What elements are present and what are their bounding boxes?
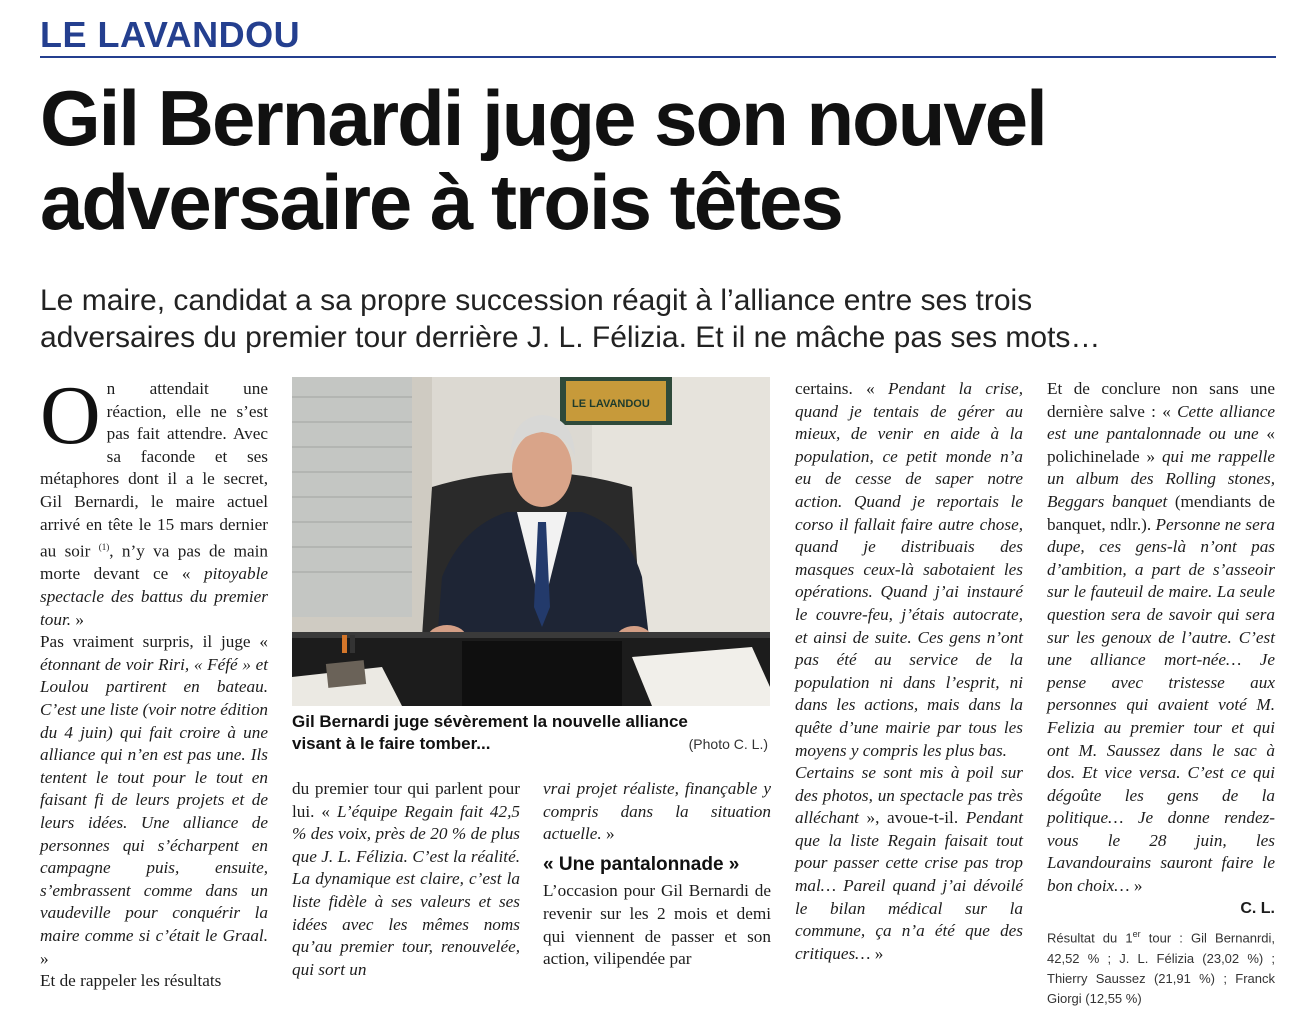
text: tour : Gil Bernanrdi, 42,52 % ; J. L. Félizia (23,02 %) ; Thierry Saussez (21,91 %) ; Franck Giorgi (12,55 %)	[1047, 930, 1275, 1006]
caption-line-1: Gil Bernardi juge sévèrement la nouvelle alliance	[292, 712, 688, 731]
text: n attendait une réaction, elle ne s’est pas fait attendre. Avec sa faconde et ses métaphores dont il a le secret, Gil Bernardi, le maire actuel arrivé en tête le 15 mars dernier au soir	[40, 379, 268, 561]
headline	[40, 76, 1290, 244]
caption-line-2: visant à le faire tomber...	[292, 734, 491, 753]
section-rubric: LE LAVANDOU	[40, 14, 301, 55]
article-column-2	[292, 778, 520, 981]
standfirst-line-1: Le maire, candidat a sa propre succession réagit à l’alliance entre ses trois	[40, 284, 1033, 317]
text: « polichinelade »	[1047, 424, 1276, 466]
standfirst	[40, 282, 1290, 356]
paragraph: L’occasion pour Gil Bernardi de revenir sur les 2 mois et demi qui viennent de passer et son action, vilipendée par	[543, 881, 771, 969]
results-footnote	[1047, 924, 1275, 1008]
text: »	[601, 824, 615, 844]
paragraph	[795, 762, 1023, 965]
text: », avoue-t-il.	[858, 808, 966, 828]
standfirst-line-2: adversaires du premier tour derrière J. L. Félizia. Et il ne mâche pas ses mots…	[40, 321, 1101, 354]
headline-line-1: Gil Bernardi juge son nouvel	[40, 74, 1046, 162]
text: du premier tour qui parlent pour lui. «	[292, 779, 520, 821]
quote: qui me rappelle un album des Rolling stones, Beggars banquet	[1047, 446, 1275, 511]
quote: vrai projet réaliste, finançable y compris dans la situation actuelle.	[543, 779, 771, 844]
paragraph	[543, 778, 771, 846]
paragraph	[292, 778, 520, 981]
text: Et de conclure non sans une dernière salve : «	[1047, 379, 1275, 421]
text: (mendiants de banquet, ndlr.).	[1047, 491, 1275, 534]
text: Résultat du 1	[1047, 930, 1133, 946]
quote: Cette alliance est une pantalonnade ou une	[1047, 401, 1276, 444]
photo-caption	[292, 711, 770, 755]
superscript: er	[1132, 929, 1141, 940]
footnote-marker: (1)	[98, 542, 110, 553]
article-photo	[292, 377, 770, 706]
article-column-4	[795, 378, 1023, 965]
quote: pitoyable spectacle des battus du premier tour.	[40, 564, 268, 629]
quote: Personne ne sera dupe, ces gens-là n’ont pas d’ambition, a part de s’asseoir sur le fauteuil de maire. La seule question sera de savoir qui sera sur les genoux de l’autre. C’est une alliance mort-née… Je pense avec tristesse aux personnes qui avaient voté M. Felizia au premier tour et qui ont M. Saussez dans le sac à dos. Et vice versa. C’est ce qui dégoûte les gens de la politique… Je donne rendez-vous le 28 juin, les Lavandourains sauront faire le bon choix…	[1047, 514, 1275, 896]
quote: Pendant que la liste Regain faisait tout pour passer cette crise pas trop mal… Pareil quand j’ai dévoilé le bilan médical sur la commune, ça n’a été que des critiques…	[795, 808, 1023, 963]
paragraph	[795, 378, 1023, 762]
photo-gil-bernardi	[292, 377, 770, 706]
quote: L’équipe Regain fait 42,5 % des voix, près de 20 % de plus que J. L. Félizia. C’est la réalité. La dynamique est claire, c’est la liste fidèle à ses valeurs et ses idées avec les mêmes noms qu’au premier tour, renouvelée, qui sort un	[292, 801, 520, 979]
text: »	[870, 943, 884, 963]
text: , n’y va pas de main morte devant ce «	[40, 541, 268, 584]
text: »	[1129, 876, 1143, 896]
headline-line-2: adversaire à trois têtes	[40, 158, 842, 246]
paragraph-2	[40, 631, 268, 970]
author-signature: C. L.	[1240, 899, 1275, 917]
subheading: « Une pantalonnade »	[543, 853, 740, 875]
quote: Pendant la crise, quand je tentais de gérer au mieux, de venir en aide à la population, ce petit monde n’a eu de cesse de saper notre action. Quand je reportais le corso il fallait faire autre chose, quand je distribuais des masques ceux-là sabotaient les opérations. Quand j’ai instauré le couvre-feu, j’étais autocrate, et ainsi de suite. Ces gens n’ont pas été au service de la population ni dans l’esprit, ni dans les actions, mais dans la quête d’une mairie par tous les moyens y compris les plus bas.	[795, 379, 1023, 760]
rubric-rule	[40, 56, 1276, 58]
drop-cap: O	[40, 369, 101, 462]
wall-sign-text: LE LAVANDOU	[572, 398, 650, 410]
text: Pas vraiment surpris, il juge «	[40, 632, 268, 652]
paragraph-3: Et de rappeler les résultats	[40, 971, 222, 991]
article-column-5	[1047, 378, 1275, 1009]
text: »	[40, 948, 49, 968]
quote: Certains se sont mis à poil sur des photos, un spectacle pas très alléchant	[795, 763, 1023, 828]
text: certains. «	[795, 379, 888, 398]
paragraph-1	[40, 369, 268, 631]
text: »	[71, 609, 84, 629]
photo-credit: (Photo C. L.)	[688, 736, 768, 752]
article-column-3	[543, 778, 771, 971]
article-column-1	[40, 369, 269, 993]
paragraph	[1047, 378, 1275, 898]
quote: étonnant de voir Riri, « Féfé » et Loulou partirent en bateau. C’est une liste (voir notre édition du 4 juin) qui fait croire à une alliance qui n’en est pas une. Ils tentent le tout pour le tout en faisant fi de leurs projets et de leurs idées. Une alliance de personnes qui s’écharpent en campagne puis, ensuite, s’embrassent comme dans un vaudeville pour conquérir la maire comme si c’était le Graal.	[40, 654, 269, 945]
